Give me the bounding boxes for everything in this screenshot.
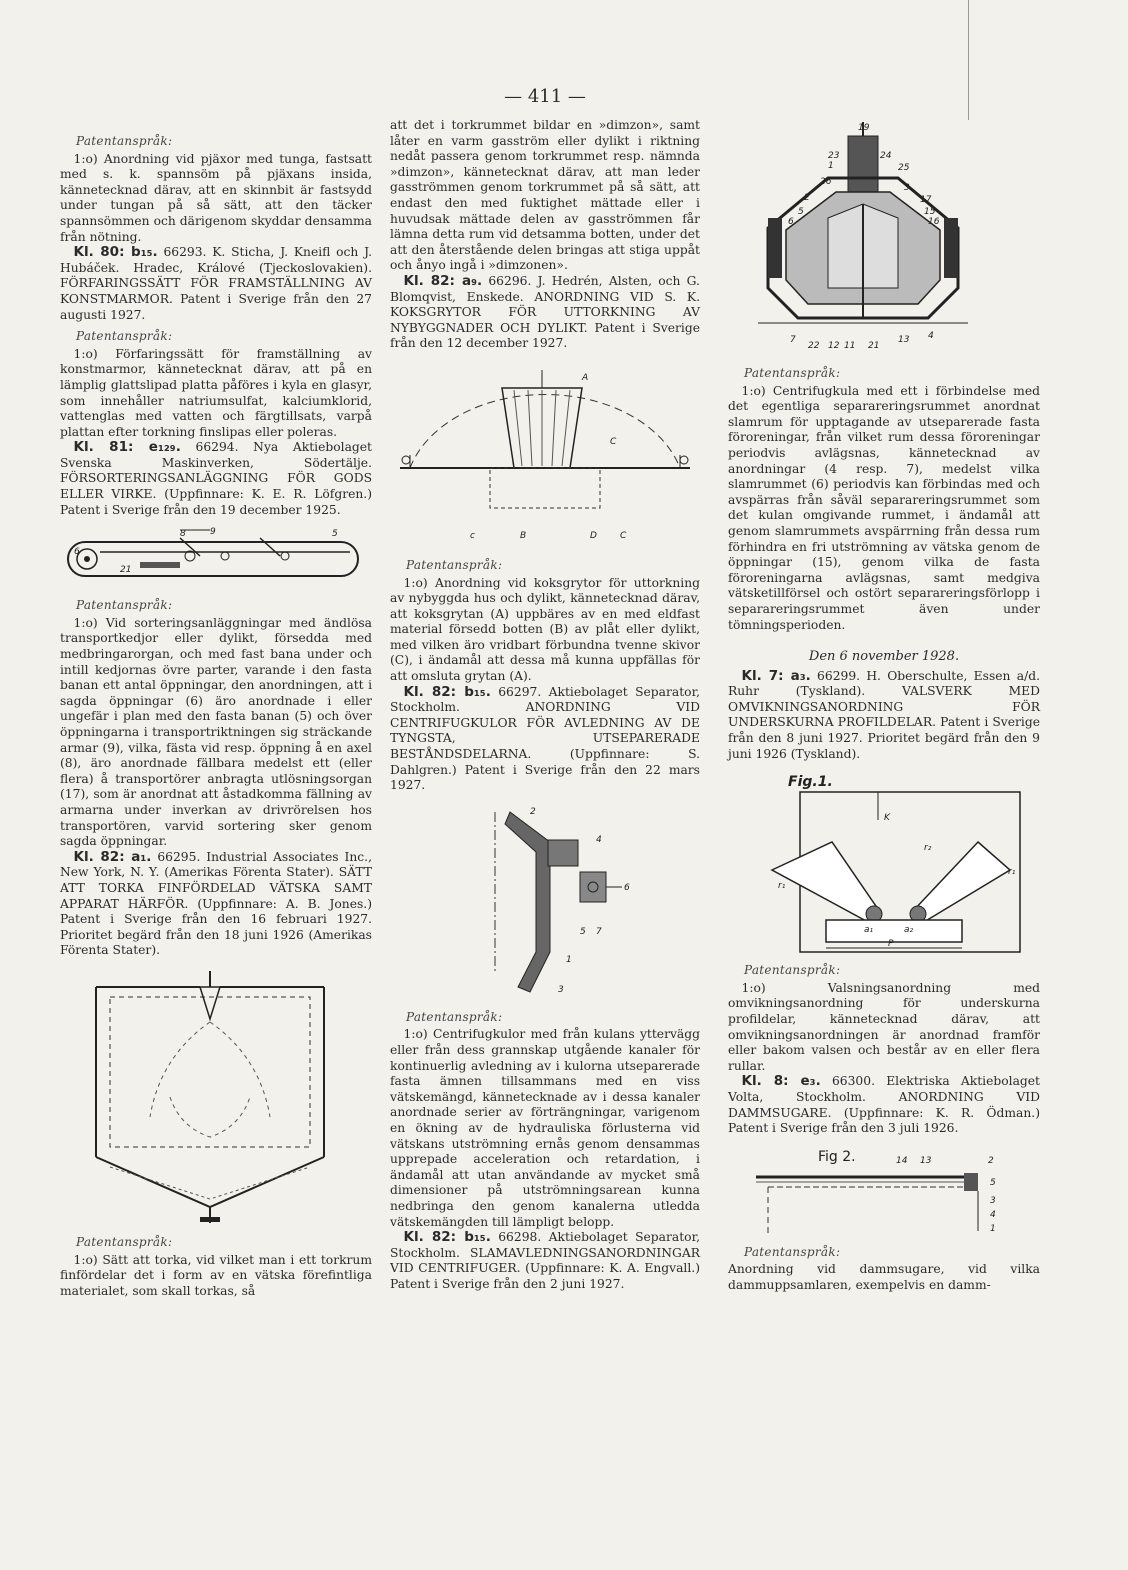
svg-text:22: 22 [808,341,820,351]
svg-text:11: 11 [844,341,856,351]
svg-text:a₂: a₂ [904,925,914,936]
svg-text:5: 5 [990,1177,996,1188]
svg-text:2: 2 [530,806,536,817]
claim-text: 1:o) Valsningsanordning med omvikningsanordning för underskurna profildelar, kännetecknad därav, att omvikningsanordningen är anordnad framför eller bakom valsen och består av en eller flera rullar. [728,980,1040,1073]
patent-entry-66299 [728,669,1040,763]
figure-conveyor [60,526,372,590]
svg-text:1: 1 [828,161,834,171]
claim-text: 1:o) Anordning vid koksgrytor för uttorkning av nybyggda hus och dylikt, kännetecknad därav, att koksgrytan (A) uppbäres av en med eldfast material försedd botten (B) av plåt eller dylikt, med vilken äro vridbart förbundna tvenne skivor (C), i ändamål att dessa må kunna uppfällas för att omsluta grytan (A). [390,575,700,684]
column-left [60,128,372,1299]
claims-heading: Patentanspråk: [744,963,841,978]
entry-text: 66294. Nya Aktiebolaget Svenska Maskinverken, Södertälje. FÖRSORTERINGSANLÄGGNING FÖR GODS ELLER VIRKE. (Uppfinnare: K. E. R. Löfgren.) Patent i Sverige från den 19 december 1925. [60,440,372,517]
svg-text:r₁: r₁ [1008,867,1016,878]
svg-text:13: 13 [920,1155,932,1166]
claims-heading: Patentanspråk: [744,366,841,380]
svg-text:A: A [582,372,589,383]
patent-entry-66294 [60,440,372,518]
class-code: Kl. 7: a₃. [741,667,811,684]
claim-text: 1:o) Sätt att torka, vid vilket man i ett torkrum finfördelar det i form av en vätska förefintliga materialet, som skall torkas, så [60,1252,372,1298]
svg-text:25: 25 [898,163,910,173]
class-code: Kl. 82: a₁. [73,848,152,865]
svg-text:B: B [520,530,527,541]
svg-text:1: 1 [990,1223,996,1234]
patent-entry-66293 [60,245,372,323]
class-code: Kl. 81: e₁₂₉. [73,439,181,456]
entry-text: 66296. J. Hedrén, Alsten, och G. Blomqvist, Enskede. ANORDNING VID S. K. KOKSGRYTOR FÖR UTTORKNING AV NYBYGGNADER OCH DYLIKT. Patent i Sverige från den 12 december 1927. [390,273,700,351]
class-code: Kl. 80: b₁₅. [73,244,158,261]
entry-text: 66298. Aktiebolaget Separator, Stockholm. SLAMAVLEDNINGSANORDNINGAR VID CENTRIFUGER. (Uppfinnare: K. A. Engvall.) Patent i Sverige från den 2 juni 1927. [390,1230,700,1291]
entry-text: 66300. Elektriska Aktiebolaget Volta, Stockholm. ANORDNING VID DAMMSUGARE. (Uppfinnare: K. R. Ödman.) Patent i Sverige från den 3 juli 1926. [728,1074,1040,1136]
svg-text:8: 8 [180,529,186,540]
fig1-label: Fig.1. [788,774,833,791]
claim-text: Anordning vid dammsugare, vid vilka dammuppsamlaren, exempelvis en damm- [728,1262,1040,1292]
claim-text: 1:o) Centrifugkulor med från kulans yttervägg eller från dess grannskap utgående kanaler för kontinuerlig avledning av i kulorna utseparerade fasta ämnen tillsammans med en viss vätskemängd, kännetecknade av i dessa kanaler anordnade serier av förträngningar, varigenom en ökning av de hydrauliska förlusterna vid vätskans utströmning ernås genom densammas upprepade acceleration och retardation, i ändamål att utan användande av mycket små dimensioner på utströmningsarean kunna nedbringa den genom kanalerna utledda vätskemängden till lämpligt belopp. [390,1027,700,1229]
figure-coke-pot [390,360,700,550]
svg-text:4: 4 [990,1209,996,1220]
claim-text: 1:o) Centrifugkula med ett i förbindelse med det egentliga separareringsrummet anordnat slamrum för upptagande av utseparerade fasta föroreningar, från vilket rum dessa föroreningar periodvis avlägsnas, kännetecknad av anordningar (4 resp. 7), medelst vilka slamrummet (6) periodvis kan förbindas med och avspärras från såväl separareringsrummet som det kulan omgivande rummet, i ändamål att genom slamrummets avspärrning från dessa rum förhindra en fri utströmning av vätska genom de öppningar (15), genom vilka de fasta föroreningarna avlägsnas, samt medgiva vätsketillförsel och ostört separareringsförlopp i separareringsrummet även under tömningsperioden. [728,383,1040,632]
figure-rolling-mill [728,770,1040,955]
page-edge-line [968,0,969,120]
entry-text: 66295. Industrial Associates Inc., New York, N. Y. (Amerikas Förenta Stater). SÄTT ATT TORKA FINFÖRDELAD VÄTSKA SAMT APPARAT HÄRFÖR. (Uppfinnare: A. B. Jones.) Patent i Sverige från den 16 februari 1927. Prioritet begärd från den 18 juni 1926 (Amerikas Förenta Stater). [60,849,372,958]
figure-vacuum-cleaner [728,1145,1040,1237]
svg-text:17: 17 [920,195,932,205]
svg-text:c: c [470,530,475,541]
svg-text:12: 12 [828,341,840,351]
svg-text:6: 6 [624,882,630,893]
claim-text: 1:o) Anordning vid pjäxor med tunga, fastsatt med s. k. spannsöm på pjäxans insida, kännetecknad därav, att en skinnbit är fastsydd under tungan på så sätt, att den täcker spannsömmen och därigenom skyddar densamma från nötning. [60,151,372,244]
entry-text: 66297. Aktiebolaget Separator, Stockholm. ANORDNING VID CENTRIFUGKULOR FÖR AVLEDNING AV DE TYNGSTA, UTSEPARERADE BESTÅNDSDELARNA. (Uppfinnare: S. Dahlgren.) Patent i Sverige från den 22 mars 1927. [390,684,700,793]
patent-entry-66296 [390,274,700,352]
class-code: Kl. 82: b₁₅. [403,1229,491,1246]
svg-text:5: 5 [580,926,586,937]
fig2-label: Fig 2. [818,1148,856,1165]
entry-text: 66299. H. Oberschulte, Essen a/d. Ruhr (Tyskland). VALSVERK MED OMVIKNINGSANORDNING FÖR UNDERSKURNA PROFILDELAR. Patent i Sverige från den 8 juni 1927. Prioritet begärd från den 9 juni 1926 (Tyskland). [728,668,1040,761]
svg-text:19: 19 [858,123,870,133]
claims-heading: Patentanspråk: [76,598,173,613]
svg-text:C: C [610,436,617,447]
svg-text:7: 7 [790,335,796,345]
svg-text:15: 15 [924,207,936,217]
page-number: — 411 — [504,86,586,107]
svg-text:2: 2 [804,193,810,203]
claims-heading: Patentanspråk: [406,1009,503,1024]
claims-heading: Patentanspråk: [406,557,503,572]
svg-text:23: 23 [828,151,840,161]
patent-entry-66300 [728,1074,1040,1136]
svg-text:5: 5 [332,529,338,540]
svg-text:a₁: a₁ [864,925,874,936]
svg-text:5: 5 [798,207,804,217]
figure-centrifuge-bowl [728,118,1040,358]
svg-text:6: 6 [74,547,80,558]
claims-heading: Patentanspråk: [744,1244,841,1259]
class-code: Kl. 82: b₁₅. [403,683,491,700]
svg-text:16: 16 [928,217,940,227]
svg-text:6: 6 [788,217,794,227]
patent-entry-66297 [390,685,700,794]
class-code: Kl. 8: e₃. [741,1073,821,1090]
patent-entry-66295 [60,850,372,959]
svg-text:P: P [888,939,894,950]
date-heading: Den 6 november 1928. [808,649,960,665]
entry-text: 66293. K. Sticha, J. Kneifl och J. Hubáček. Hradec, Králové (Tjeckoslovakien). FÖRFARINGSSÄTT FÖR FRAMSTÄLLNING AV KONSTMARMOR. Patent i Sverige från den 27 augusti 1927. [60,245,372,322]
svg-text:26: 26 [820,177,832,187]
svg-text:r₂: r₂ [924,843,932,854]
svg-text:C: C [620,530,627,541]
figure-centrifuge-channel [390,802,700,1002]
claim-text-continued: att det i torkrummet bildar en »dimzon», samt låter en varm gasström eller dylikt i riktning nedåt passera genom torkrummet resp. nämnda »dimzon», kännetecknat därav, att man leder gasströmmen genom torkrummet på så sätt, att endast den med fuktighet mättade eller i huvudsak mättade delen av gasströmmen får lämna detta rum vid detsamma botten, under det att den återstående delen bringas att stiga uppåt och ånyo ingå i »dimzonen». [390,118,700,273]
svg-text:21: 21 [868,341,880,351]
svg-text:9: 9 [210,527,216,538]
svg-text:14: 14 [896,1155,908,1166]
svg-text:r₁: r₁ [778,881,786,892]
svg-text:K: K [884,813,890,824]
class-code: Kl. 82: a₉. [403,272,483,289]
claim-text: 1:o) Förfaringssätt för framställning av konstmarmor, kännetecknat därav, att på en lämplig glattslipad platta påföres i kyla en glasyr, som innehåller natriumsulfat, kalciumklorid, vattenglas med vatten och färgtillsats, varpå plattan efter torkning finslipas eller poleras. [60,346,372,439]
svg-text:3: 3 [904,183,910,193]
svg-text:1: 1 [566,954,572,965]
svg-text:7: 7 [596,926,602,937]
svg-text:D: D [590,530,597,541]
claims-heading: Patentanspråk: [76,1234,173,1249]
svg-text:3: 3 [990,1195,996,1206]
svg-text:4: 4 [596,834,602,845]
svg-text:13: 13 [898,335,910,345]
svg-text:21: 21 [120,565,132,576]
svg-text:3: 3 [558,984,564,995]
column-right [728,118,1040,1294]
patent-entry-66298 [390,1230,700,1292]
claim-text: 1:o) Vid sorteringsanläggningar med ändlösa transportkedjor eller dylikt, försedda med medbringarorgan, och med fast bana under och intill kedjornas övre parter, varande i den fasta banan ett antal öppningar, den anordningen, att i sagda öppningar (6) äro anordnade i eller ungefär i plan med den fasta banan (5) och över öppningarna i transportriktningen sig sträckande armar (9), vilka, fästa vid resp. öppning å en axel (8), äro anordnade fällbara medelst ett (eller flera) å transportörer anbragta utlösningsorgan (17), som är anordnat att åstadkomma fällning av armarna under inverkan av drivrörelsen hos transportören, varvid sortering sker genom sagda öppningar. [60,615,372,849]
claims-heading: Patentanspråk: [76,329,173,344]
column-middle [390,118,700,1293]
svg-text:24: 24 [880,151,892,161]
svg-text:2: 2 [988,1155,994,1166]
figure-drying-chamber [60,967,372,1227]
claims-heading: Patentanspråk: [76,134,173,148]
svg-text:4: 4 [928,331,934,341]
